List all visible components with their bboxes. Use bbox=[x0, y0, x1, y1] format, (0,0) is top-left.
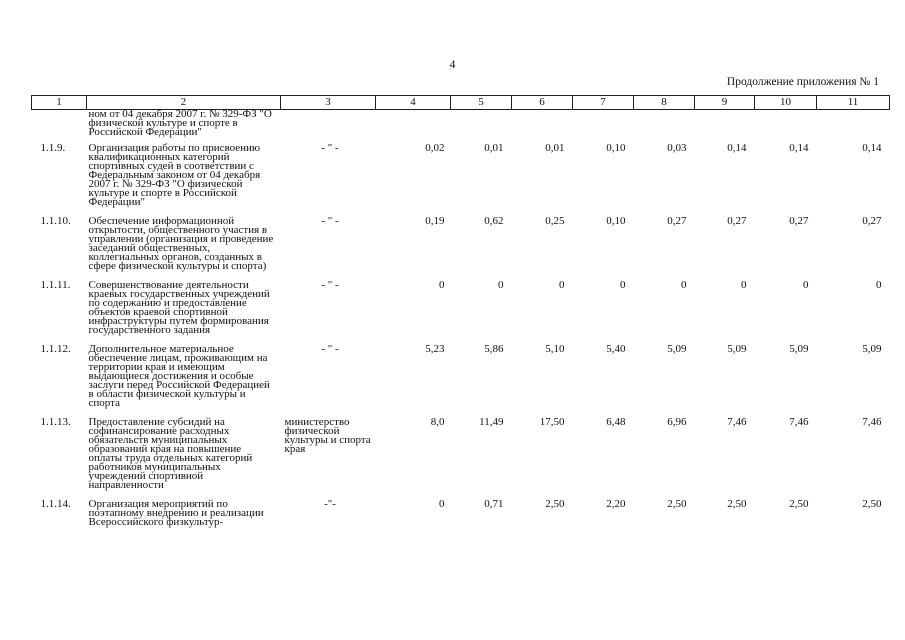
item-id: 1.1.13. bbox=[40, 416, 71, 428]
item-executor: - " - bbox=[321, 215, 339, 227]
value-cell: 0,27 bbox=[727, 215, 747, 227]
item-id: 1.1.12. bbox=[40, 343, 71, 355]
value-cell bbox=[451, 110, 512, 145]
table-row bbox=[32, 281, 890, 345]
value-cell: 0,14 bbox=[862, 142, 882, 154]
value-cell: 7,46 bbox=[789, 416, 809, 428]
value-cell bbox=[573, 110, 634, 145]
value-cell: 8,0 bbox=[430, 416, 445, 428]
appendix-continuation-note: Продолжение приложения № 1 bbox=[726, 76, 879, 88]
item-executor: - " - bbox=[321, 142, 339, 154]
value-cell: 0,01 bbox=[484, 142, 504, 154]
column-header: 3 bbox=[281, 96, 376, 110]
item-executor: министерство физической культуры и спорта края bbox=[284, 416, 371, 455]
value-cell: 2,50 bbox=[727, 498, 747, 510]
value-cell: 5,10 bbox=[545, 343, 565, 355]
column-header: 4 bbox=[376, 96, 451, 110]
item-name: Совершенствование деятельности краевых государственных учреждений по содержанию и предоставление объектов краевой спортивной инфраструктуры путем формирования государственного задания bbox=[88, 279, 270, 336]
item-id: 1.1.11. bbox=[40, 279, 71, 291]
value-cell: 0 bbox=[439, 498, 445, 510]
value-cell: 17,50 bbox=[539, 416, 565, 428]
value-cell: 2,20 bbox=[606, 498, 626, 510]
value-cell: 6,96 bbox=[667, 416, 687, 428]
column-header: 5 bbox=[451, 96, 512, 110]
table-row bbox=[32, 217, 890, 281]
item-executor: - " - bbox=[321, 343, 339, 355]
item-name: Дополнительное материальное обеспечение лицам, проживающим на территории края и имеющим выдающиеся достижения и особые заслуги перед Российской Федерацией в области физической культуры и спорта bbox=[88, 343, 270, 409]
value-cell: 0,27 bbox=[667, 215, 687, 227]
value-cell: 0,19 bbox=[425, 215, 445, 227]
item-id bbox=[32, 110, 87, 145]
value-cell: 0 bbox=[741, 279, 747, 291]
value-cell: 6,48 bbox=[606, 416, 626, 428]
value-cell: 0,01 bbox=[545, 142, 565, 154]
value-cell: 5,09 bbox=[667, 343, 687, 355]
column-header: 11 bbox=[817, 96, 890, 110]
value-cell: 2,50 bbox=[862, 498, 882, 510]
value-cell: 5,09 bbox=[789, 343, 809, 355]
value-cell: 5,09 bbox=[862, 343, 882, 355]
value-cell bbox=[376, 110, 451, 145]
program-table bbox=[31, 95, 890, 537]
value-cell: 5,86 bbox=[484, 343, 504, 355]
value-cell: 0,14 bbox=[789, 142, 809, 154]
column-header: 8 bbox=[634, 96, 695, 110]
item-name: Организация работы по присвоению квалификационных категорий спортивных судей в соответствии с Федеральным законом от 04 декабря 2007 г. № 329-ФЗ "О физической культуре и спорте в Российской Федерации" bbox=[88, 142, 261, 208]
value-cell: 0,10 bbox=[606, 215, 626, 227]
column-header: 9 bbox=[695, 96, 755, 110]
value-cell: 0,02 bbox=[425, 142, 445, 154]
value-cell bbox=[695, 110, 755, 145]
value-cell bbox=[817, 110, 890, 145]
value-cell bbox=[634, 110, 695, 145]
item-executor: - " - bbox=[321, 279, 339, 291]
value-cell: 0 bbox=[559, 279, 565, 291]
value-cell: 0,10 bbox=[606, 142, 626, 154]
item-name: ном от 04 декабря 2007 г. № 329-ФЗ "О физической культуре и спорте в Российской Федерации" bbox=[88, 108, 272, 138]
item-name: Обеспечение информационной открытости, общественного участия в управлении (организация и проведение заседаний общественных, коллегиальных органов, созданных в сфере физической культуры и спорта) bbox=[88, 215, 274, 272]
value-cell bbox=[755, 110, 817, 145]
item-executor: -"- bbox=[324, 498, 336, 510]
value-cell: 0 bbox=[803, 279, 809, 291]
item-name: Организация мероприятий по поэтапному внедрению и реализации Всероссийского физкультур- bbox=[88, 498, 264, 528]
value-cell: 0 bbox=[876, 279, 882, 291]
page-number: 4 bbox=[449, 59, 456, 71]
value-cell: 0,27 bbox=[862, 215, 882, 227]
value-cell: 5,40 bbox=[606, 343, 626, 355]
value-cell: 2,50 bbox=[789, 498, 809, 510]
table-row bbox=[32, 500, 890, 537]
column-header: 10 bbox=[755, 96, 817, 110]
value-cell: 11,49 bbox=[479, 416, 504, 428]
item-id: 1.1.9. bbox=[40, 142, 66, 154]
value-cell: 2,50 bbox=[667, 498, 687, 510]
column-header: 7 bbox=[573, 96, 634, 110]
column-header: 1 bbox=[32, 96, 87, 110]
value-cell: 0,27 bbox=[789, 215, 809, 227]
value-cell: 0 bbox=[620, 279, 626, 291]
item-name: Предоставление субсидий на софинансирование расходных обязательств муниципальных образований края на повышение оплаты труда отдельных категорий работников муниципальных учреждений спортивной направленности bbox=[88, 416, 253, 491]
column-header: 6 bbox=[512, 96, 573, 110]
item-id: 1.1.14. bbox=[40, 498, 71, 510]
value-cell: 0,14 bbox=[727, 142, 747, 154]
item-executor bbox=[281, 110, 376, 145]
column-header: 2 bbox=[87, 96, 281, 110]
value-cell: 7,46 bbox=[727, 416, 747, 428]
value-cell: 0 bbox=[498, 279, 504, 291]
value-cell: 0 bbox=[681, 279, 687, 291]
value-cell: 0 bbox=[439, 279, 445, 291]
table-row bbox=[32, 418, 890, 500]
value-cell: 0,25 bbox=[545, 215, 565, 227]
value-cell: 0,03 bbox=[667, 142, 687, 154]
table-row bbox=[32, 144, 890, 217]
table-row bbox=[32, 345, 890, 418]
table-row bbox=[32, 110, 890, 145]
value-cell: 0,62 bbox=[484, 215, 504, 227]
value-cell: 5,23 bbox=[425, 343, 445, 355]
item-id: 1.1.10. bbox=[40, 215, 71, 227]
value-cell: 2,50 bbox=[545, 498, 565, 510]
value-cell bbox=[512, 110, 573, 145]
value-cell: 5,09 bbox=[727, 343, 747, 355]
value-cell: 7,46 bbox=[862, 416, 882, 428]
value-cell: 0,71 bbox=[484, 498, 504, 510]
